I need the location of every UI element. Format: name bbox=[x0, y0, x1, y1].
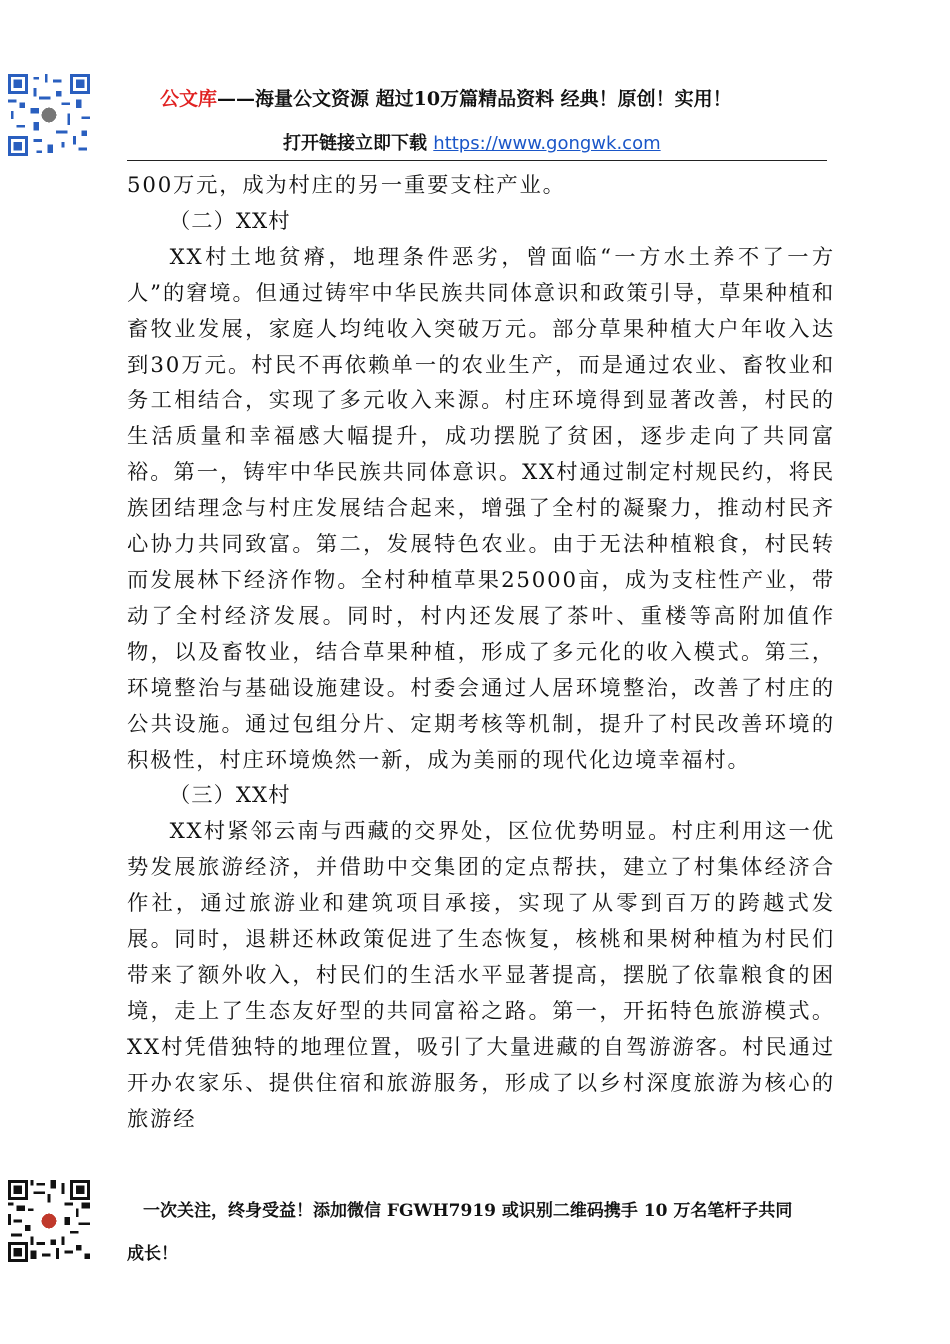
footer-promo-line2: 成长！ bbox=[127, 1244, 178, 1264]
section-heading-2: （二）XX村 bbox=[169, 208, 291, 234]
header-divider bbox=[127, 160, 827, 161]
footer-promo-line1: 一次关注，终身受益！添加微信 FGWH7919 或识别二维码携手 10 万名笔杆子共同 bbox=[143, 1201, 793, 1221]
header-tagline: ——海量公文资源 超过10万篇精品资料 经典！原创！实用！ bbox=[217, 88, 732, 110]
paragraph-continuation: 500万元，成为村庄的另一重要支柱产业。 bbox=[127, 173, 566, 198]
paragraph-village-2: XX村土地贫瘠，地理条件恶劣，曾面临“一方水土养不了一方人”的窘境。但通过铸牢中华民族共同体意识和政策引导，草果种植和畜牧业发展，家庭人均纯收入突破万元。部分草果种植大户年收入达到30万元。村民不再依赖单一的农业生产，而是通过农业、畜牧业和务工相结合，实现了多元收入来源。村庄环境得到显著改善，村民的生活质量和幸福感大幅提升，成功摆脱了贫困，逐步走向了共同富裕。第一，铸牢中华民族共同体意识。XX村通过制定村规民约，将民族团结理念与村庄发展结合起来，增强了全村的凝聚力，推动村民齐心协力共同致富。第二，发展特色农业。由于无法种植粮食，村民转而发展林下经济作物。全村种植草果25000亩，成为支柱性产业，带动了全村经济发展。同时，村内还发展了茶叶、重楼等高附加值作物，以及畜牧业，结合草果种植，形成了多元化的收入模式。第三，环境整治与基础设施建设。村委会通过人居环境整治，改善了村庄的公共设施。通过包组分片、定期考核等机制，提升了村民改善环境的积极性，村庄环境焕然一新，成为美丽的现代化边境幸福村。 bbox=[127, 244, 835, 773]
qr-code-icon bbox=[8, 74, 90, 156]
qr-code-icon bbox=[8, 1180, 90, 1262]
download-line bbox=[283, 129, 661, 155]
download-link[interactable]: https://www.gongwk.com bbox=[433, 133, 661, 154]
header-banner bbox=[160, 84, 732, 111]
paragraph-village-3: XX村紧邻云南与西藏的交界处，区位优势明显。村庄利用这一优势发展旅游经济，并借助中交集团的定点帮扶，建立了村集体经济合作社，通过旅游业和建筑项目承接，实现了从零到百万的跨越式发展。同时，退耕还林政策促进了生态恢复，核桃和果树种植为村民们带来了额外收入，村民们的生活水平显著提高，摆脱了依靠粮食的困境，走上了生态友好型的共同富裕之路。第一，开拓特色旅游模式。XX村凭借独特的地理位置，吸引了大量进藏的自驾游游客。村民通过开办农家乐、提供住宿和旅游服务，形成了以乡村深度旅游为核心的旅游经 bbox=[127, 819, 835, 1132]
document-body bbox=[127, 168, 835, 1137]
download-prefix: 打开链接立即下载 bbox=[283, 133, 434, 154]
section-heading-3: （三）XX村 bbox=[169, 783, 291, 809]
brand-name: 公文库 bbox=[160, 88, 218, 110]
